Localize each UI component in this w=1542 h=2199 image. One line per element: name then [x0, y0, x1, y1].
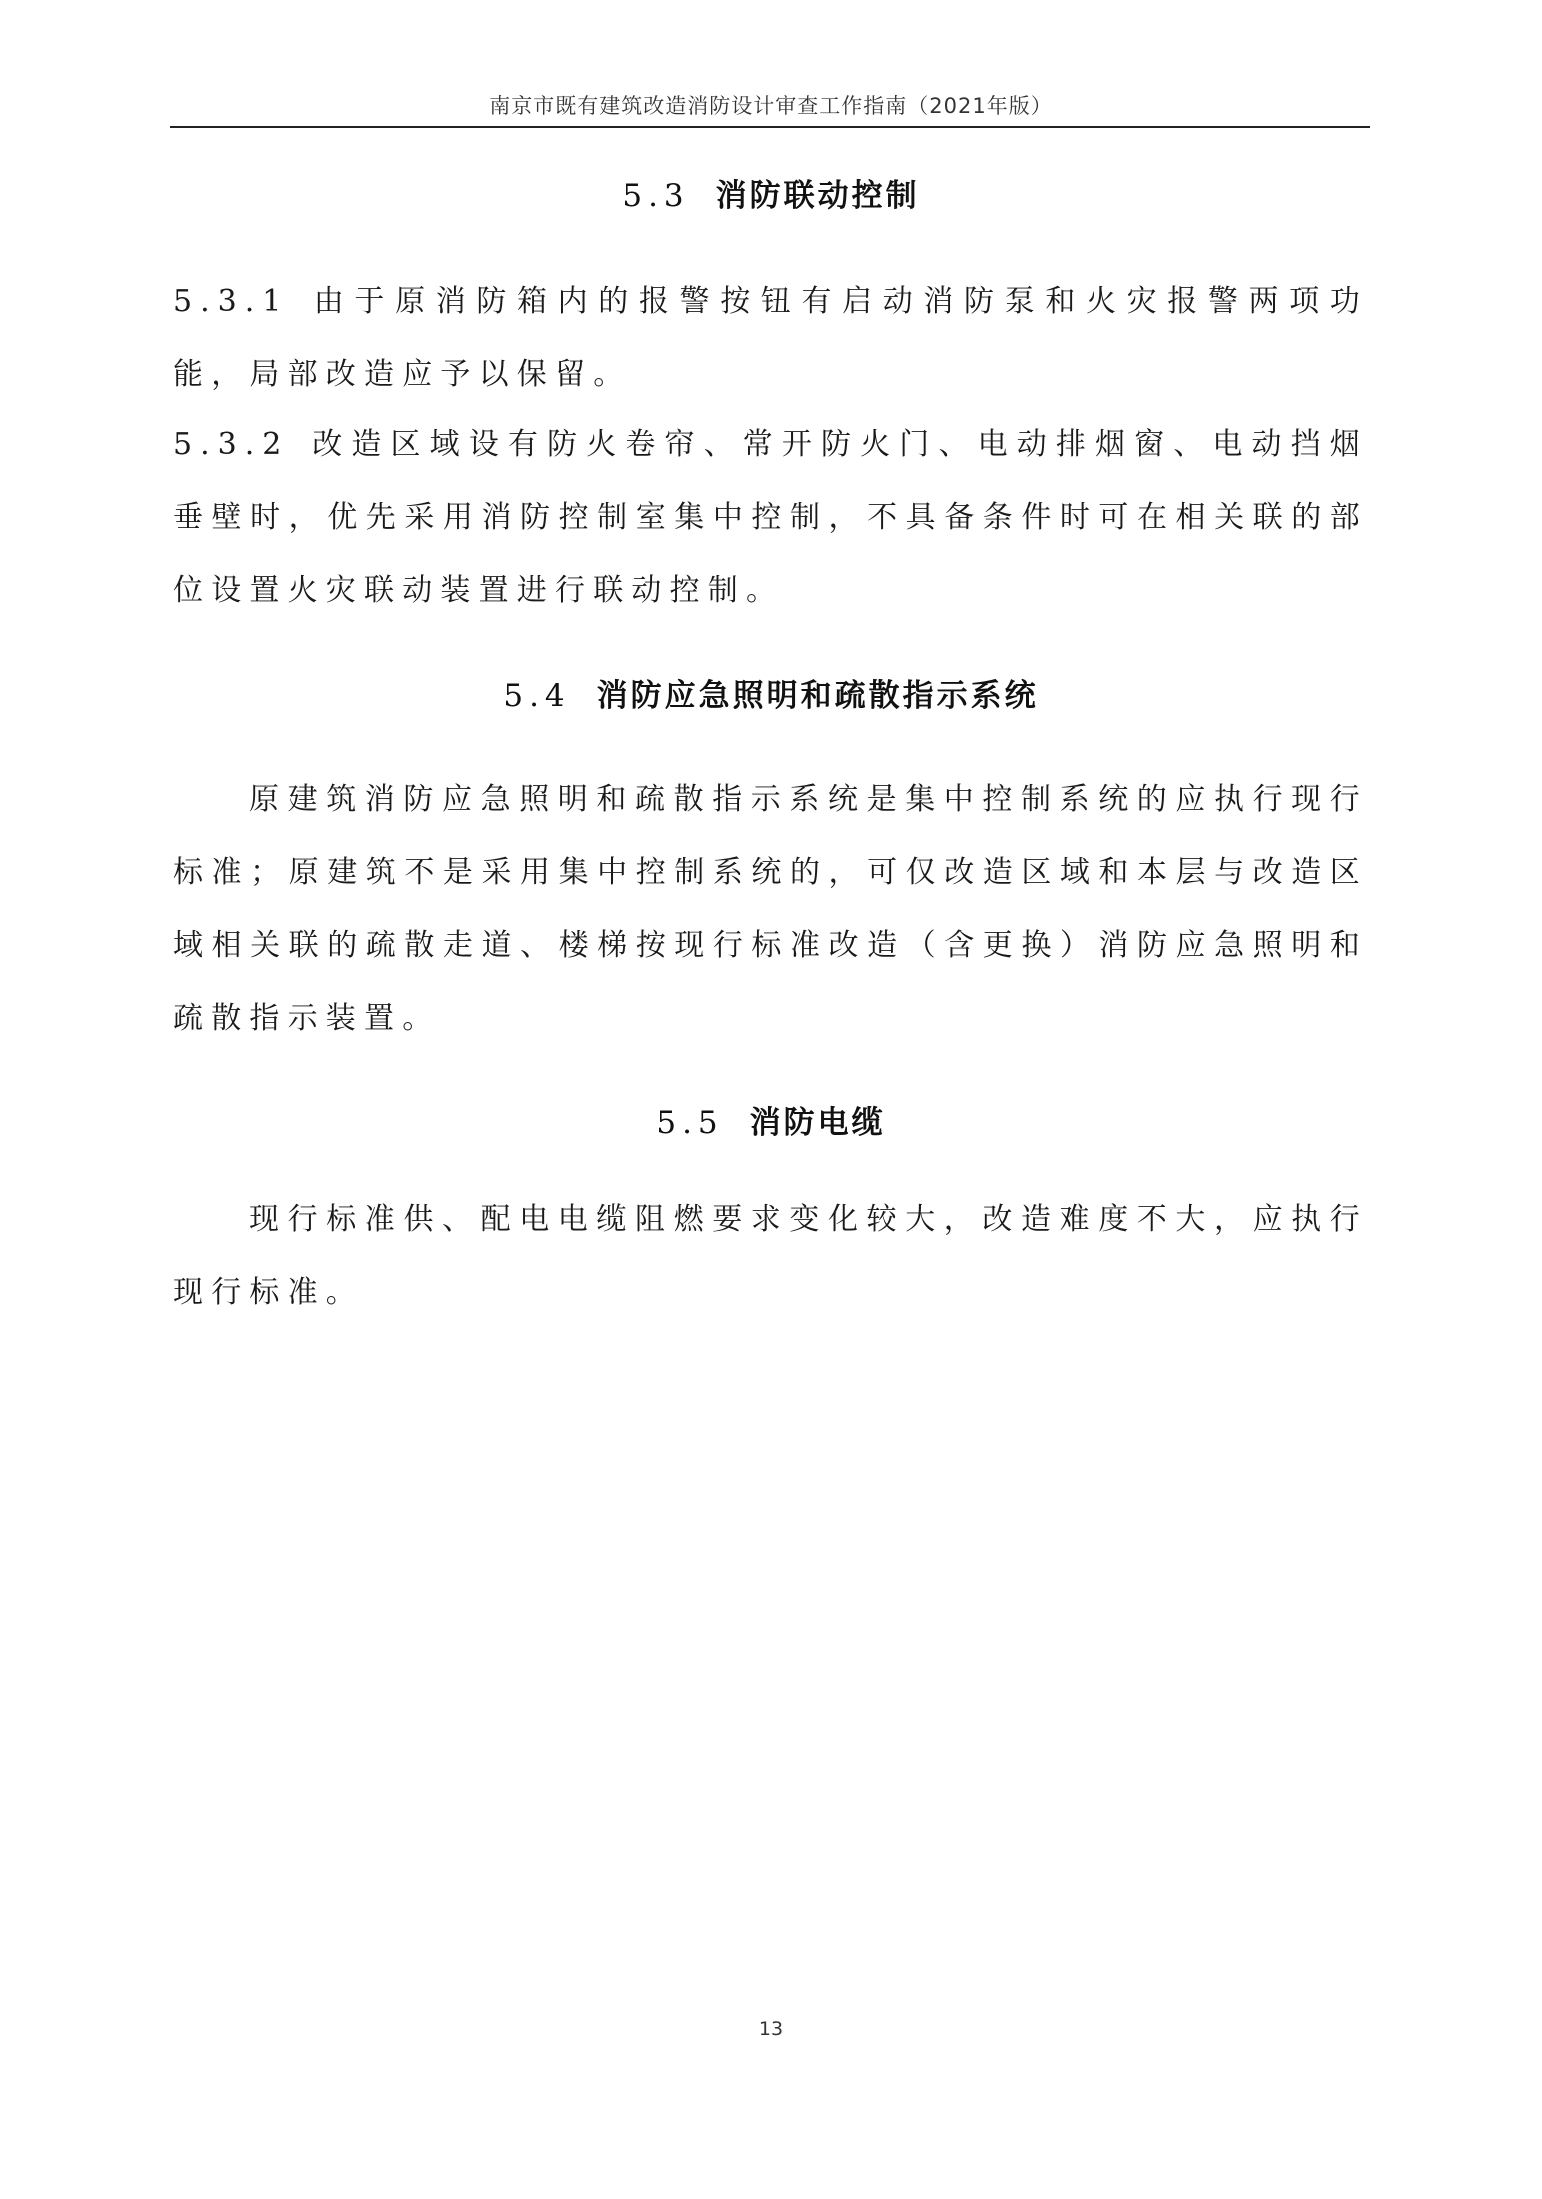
clause-5-3-1 — [173, 265, 1368, 411]
section-title: 消防应急照明和疏散指示系统 — [596, 678, 1039, 714]
section-number: 5.4 — [503, 678, 571, 714]
section-5-4-body: 原建筑消防应急照明和疏散指示系统是集中控制系统的应执行现行标准；原建筑不是采用集中控制系统的，可仅改造区域和本层与改造区域相关联的疏散走道、楼梯按现行标准改造（含更换）消防应急照明和疏散指示装置。 — [173, 782, 1368, 1036]
header-rule — [170, 126, 1370, 128]
section-title: 消防联动控制 — [715, 178, 920, 214]
section-title: 消防电缆 — [749, 1105, 886, 1141]
clause-5-3-2 — [173, 408, 1368, 627]
running-header: 南京市既有建筑改造消防设计审查工作指南（2021年版） — [489, 94, 1053, 118]
clause-number: 5.3.2 — [173, 427, 290, 462]
clause-number: 5.3.1 — [173, 284, 290, 319]
section-5-5-body: 现行标准供、配电电缆阻燃要求变化较大，改造难度不大，应执行现行标准。 — [173, 1202, 1368, 1310]
section-heading-5-5 — [0, 1097, 1542, 1142]
clause-text: 由于原消防箱内的报警按钮有启动消防泵和火灾报警两项功能，局部改造应予以保留。 — [173, 284, 1368, 392]
page-number: 13 — [758, 2018, 784, 2040]
section-heading-5-3 — [0, 170, 1542, 215]
section-number: 5.5 — [656, 1105, 724, 1141]
section-number: 5.3 — [622, 178, 690, 214]
section-heading-5-4 — [0, 670, 1542, 715]
clause-text: 改造区域设有防火卷帘、常开防火门、电动排烟窗、电动挡烟垂壁时，优先采用消防控制室集中控制，不具备条件时可在相关联的部位设置火灾联动装置进行联动控制。 — [173, 427, 1368, 608]
